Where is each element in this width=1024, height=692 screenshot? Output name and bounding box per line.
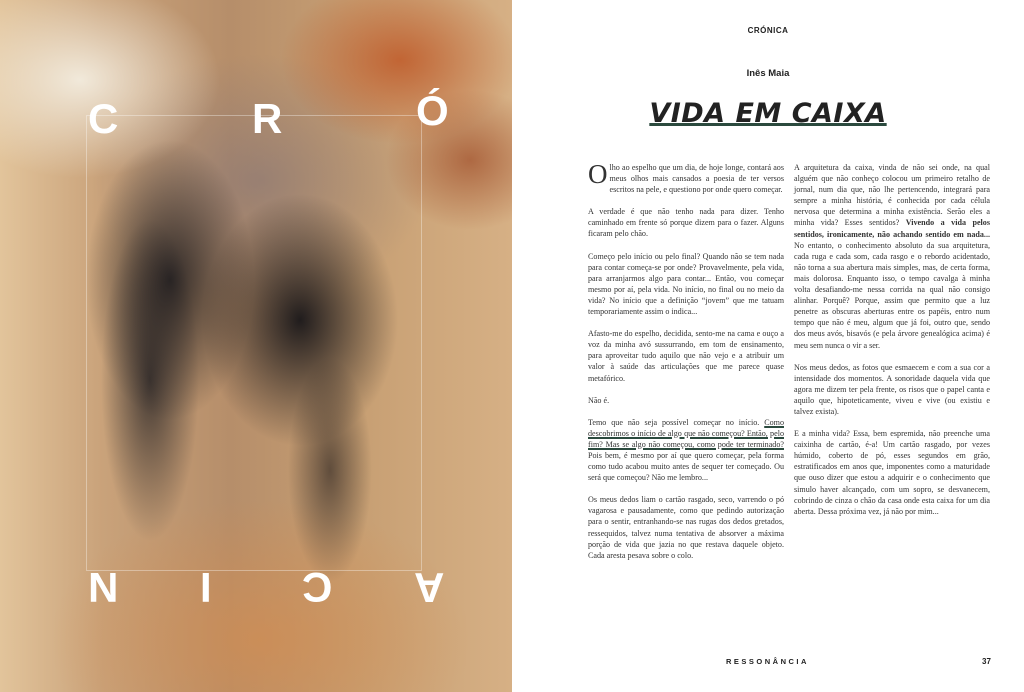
paragraph: Afasto-me do espelho, decidida, sento-me na cama e ouço a voz da minha avó sussurrando, em tom de ensinamento, para aproveitar tudo aquilo que não vejo e a atribuir um valor à saúde das articulações que me parece quase metafórico. [588, 329, 784, 383]
paragraph-text: lho ao espelho que um dia, de hoje longe, contará aos meus olhos mais cansados a poesia de ter versos escritos na pele, e questiono por onde quero começar. [609, 163, 784, 195]
drop-cap: O [588, 159, 608, 189]
art-letter-o: Ó [416, 87, 449, 134]
paragraph: A verdade é que não tenho nada para dizer. Tenho caminhado em frente só porque dizem para o fazer. Alguns ficaram pelo chão. [588, 207, 784, 239]
art-letter-i: I [200, 564, 212, 611]
paragraph [588, 159, 784, 195]
art-letter-c: C [88, 95, 119, 142]
paragraph: Nos meus dedos, as fotos que esmaecem e com a sua cor a intensidade dos momentos. A sonoridade daquela vida que agora me dizem ter pela frente, os risos que o papel canta e aquilo que, hipoteticamente, viveu e vive (ou existiu e talvez exista). [794, 362, 990, 416]
paragraph: Os meus dedos liam o cartão rasgado, seco, varrendo o pó vagarosa e pausadamente, como que pedindo autorização para o sentir, entranhando-se nas rugas dos dedos gretados, ressequidos, talvez numa tentativa de absorver a máxima porção de vida que jazia no que restava daquele objeto. Cada aresta pesava sobre o colo. [588, 495, 784, 560]
paragraph [588, 417, 784, 484]
art-letter-a: A [414, 564, 445, 611]
art-letter-c2: C [302, 564, 333, 611]
paragraph: Não é. [588, 395, 610, 405]
art-letter-r: R [252, 95, 283, 142]
art-letter-n: N [88, 564, 119, 611]
article-column-2 [794, 162, 990, 528]
article-title: VIDA EM CAIXA [649, 98, 887, 129]
paragraph-text: No entanto, o conhecimento absoluto da sua arquitetura, cada ruga e cada som, cada rasgo e o rebordo acidentado, não torna a sua abertura mais simples, mas, de certa forma, mais dolorosa. Enquanto isso, o tempo cavalga à minha volta desafiando-me nessa corrida na qual não consigo alinhar. Porquê? Porque, assim que permito que a luz penetre as obscuras aberturas entre os papéis, entro num tempo que não é meu, algum que já foi, outro que, sendo dos meus avós, bisavós (e pela árvore genealógica acima) é meu sem nunca o vir a ser. [794, 240, 990, 350]
paragraph-text: Pois bem, é mesmo por aí que quero começar, pela forma como tudo acabou muito antes de sequer ter começado. Ou será que começou? Não me lembro... [588, 450, 784, 483]
article-column-1 [588, 159, 784, 572]
page-number: 37 [982, 657, 991, 666]
section-label: CRÓNICA [747, 26, 789, 35]
article-page [512, 0, 1024, 692]
highlighted-quote: Como descobrimos o início de algo que não começou? Então, pelo fim? Mas se algo não começou, como pode ter terminado? [588, 417, 784, 449]
artwork-frame [86, 115, 422, 571]
paragraph-text: Temo que não seja possível começar no início. [588, 417, 765, 427]
author-name: Inês Maia [746, 68, 790, 79]
bold-quote: Vivendo a vida pelos sentidos, ironicamente, não achando sentido em nada... [794, 218, 990, 239]
paragraph: Começo pelo início ou pelo final? Quando não se tem nada para contar começa-se por onde? Provavelmente, pela vida, para arranjarmos algo para contar... Então, vou começar mesmo por aí, pela vida. No início, no final ou no meio da vida? No início que a definição “jovem” que me tatuam temporariamente assim o indica... [588, 251, 784, 317]
magazine-name: RESSONÂNCIA [726, 657, 809, 666]
paragraph [794, 162, 990, 351]
paragraph: E a minha vida? Essa, bem espremida, não preenche uma caixinha de cartão, é-a! Um cartão rasgado, por vezes húmido, coberto de pó, esses segundos em grão, estratificados em anos que, imponentes como a maturidade que ouso dizer que estou a adquirir e o conhecimento que simulo haver alcançado, com um sopro, se desvanecem, cobrindo de cinza o chão da casa onde esta caixa for um dia aberta. Dessa próxima vez, já não por mim... [794, 429, 990, 516]
paragraph-text: A arquitetura da caixa, vinda de não sei onde, na qual alguém que não conheço colocou um primeiro retalho de jornal, num dia que, não lhe pertencendo, integrará para sempre a minha história, é conhecida por cada célula nervosa que determina a minha existência. Serão eles a minha vida? Esses sentidos? [794, 163, 990, 228]
